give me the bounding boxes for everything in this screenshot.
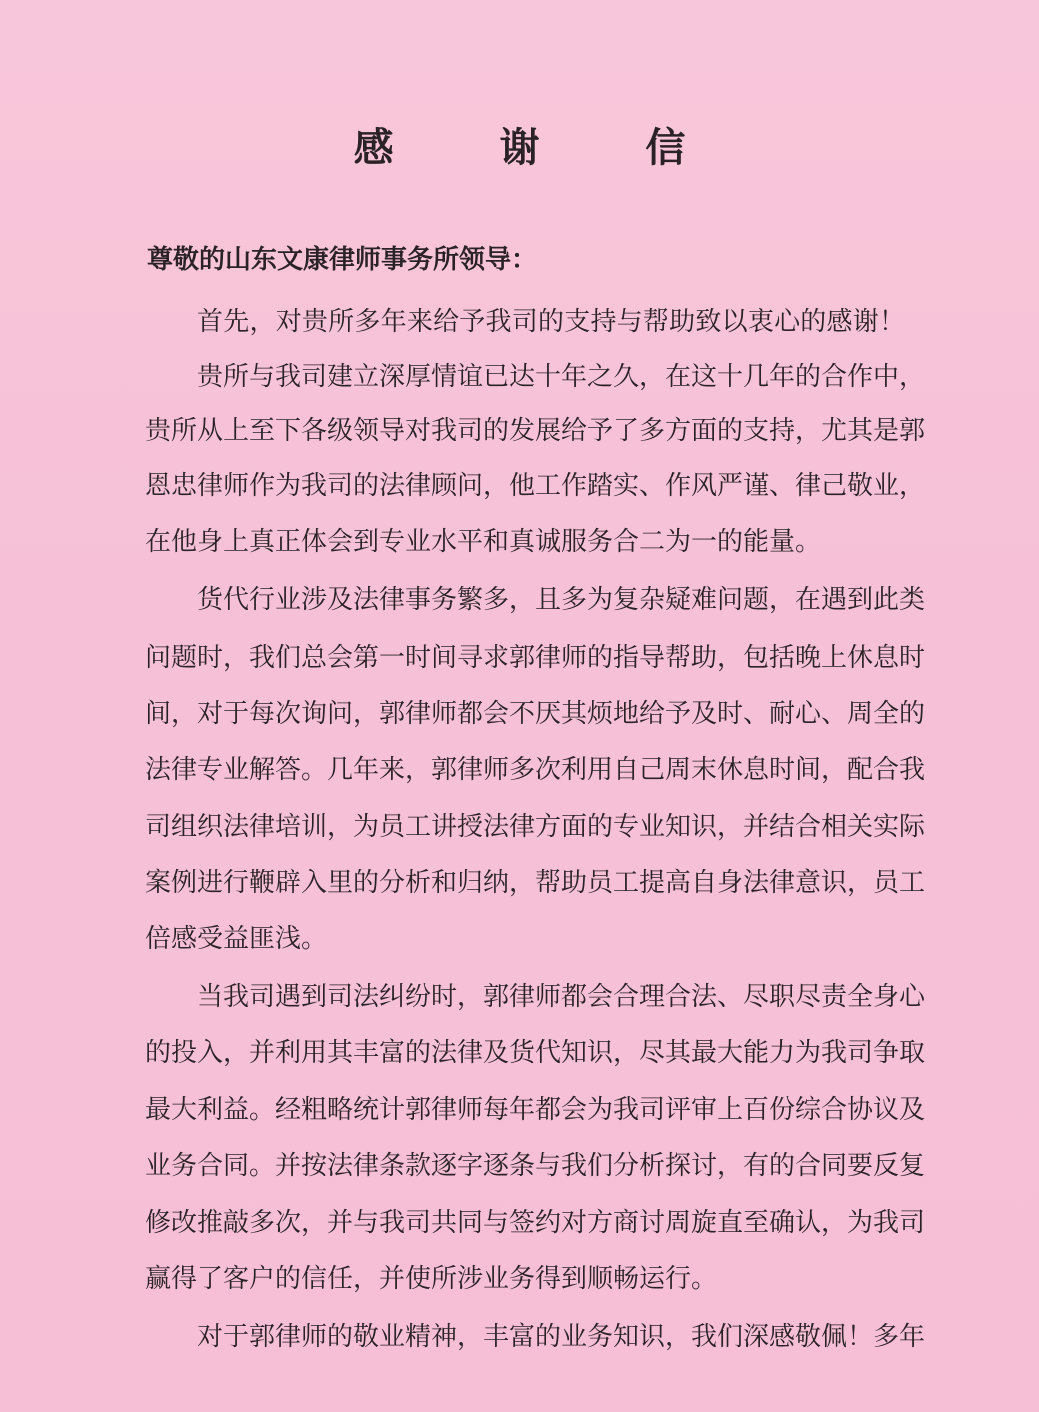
letter-title: 感 谢 信 — [353, 124, 732, 171]
body-line: 倍感受益匪浅。 — [145, 924, 328, 954]
body-line: 问题时，我们总会第一时间寻求郭律师的指导帮助，包括晚上休息时 — [145, 643, 926, 673]
body-line: 在他身上真正体会到专业水平和真诚服务合二为一的能量。 — [145, 527, 822, 557]
body-line: 法律专业解答。几年来，郭律师多次利用自己周末休息时间，配合我 — [145, 755, 926, 785]
body-line: 间，对于每次询问，郭律师都会不厌其烦地给予及时、耐心、周全的 — [145, 699, 926, 729]
body-line: 首先，对贵所多年来给予我司的支持与帮助致以衷心的感谢！ — [197, 307, 905, 337]
body-line: 业务合同。并按法律条款逐字逐条与我们分析探讨，有的合同要反复 — [145, 1151, 926, 1181]
body-line: 当我司遇到司法纠纷时，郭律师都会合理合法、尽职尽责全身心 — [197, 982, 926, 1012]
body-line: 的投入，并利用其丰富的法律及货代知识，尽其最大能力为我司争取 — [145, 1038, 926, 1068]
body-line: 货代行业涉及法律事务繁多，且多为复杂疑难问题，在遇到此类 — [197, 585, 926, 615]
body-line: 案例进行鞭辟入里的分析和归纳，帮助员工提高自身法律意识，员工 — [145, 868, 926, 898]
body-line: 贵所与我司建立深厚情谊已达十年之久，在这十几年的合作中， — [197, 362, 926, 392]
body-line: 贵所从上至下各级领导对我司的发展给予了多方面的支持，尤其是郭 — [145, 416, 926, 446]
salutation: 尊敬的山东文康律师事务所领导： — [147, 245, 538, 275]
body-line: 对于郭律师的敬业精神，丰富的业务知识，我们深感敬佩！多年 — [197, 1322, 926, 1352]
body-line: 赢得了客户的信任，并使所涉业务得到顺畅运行。 — [145, 1264, 718, 1294]
body-line: 修改推敲多次，并与我司共同与签约对方商讨周旋直至确认，为我司 — [145, 1208, 926, 1238]
body-line: 司组织法律培训，为员工讲授法律方面的专业知识，并结合相关实际 — [145, 812, 926, 842]
body-line: 最大利益。经粗略统计郭律师每年都会为我司评审上百份综合协议及 — [145, 1095, 926, 1125]
body-line: 恩忠律师作为我司的法律顾问，他工作踏实、作风严谨、律己敬业， — [145, 471, 926, 501]
